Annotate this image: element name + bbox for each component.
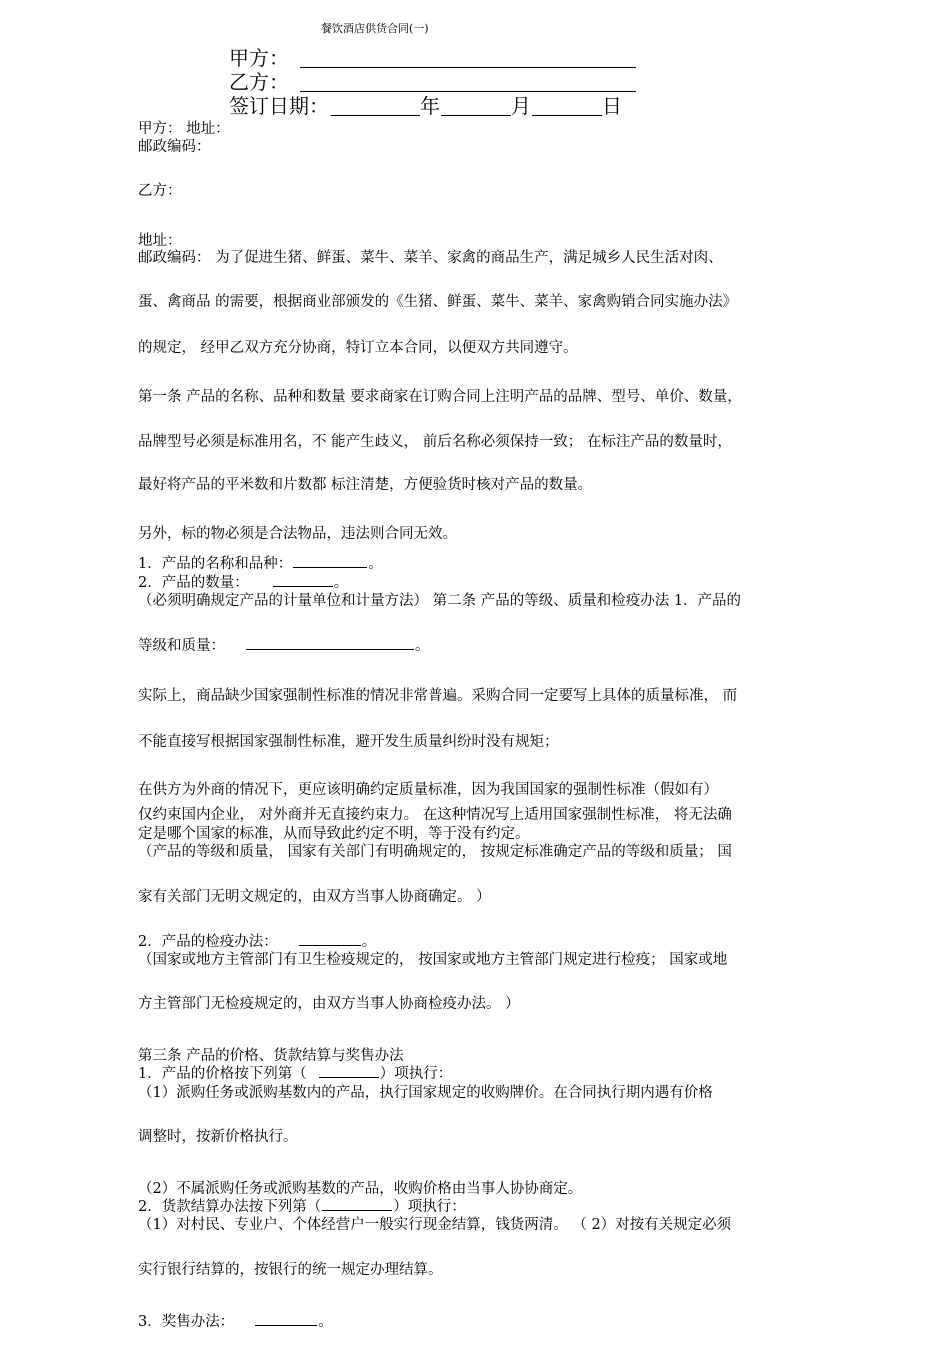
article-3-heading: 第三条 产品的价格、货款结算与奖售办法 [138,1048,404,1064]
paragraph-line: 实行银行结算的，按银行的统一规定办理结算。 [138,1262,443,1278]
product-quantity-line [138,574,348,592]
paragraph-line: 方主管部门无检疫规定的，由双方当事人协商检疫办法。 ） [138,996,520,1012]
paragraph-line: 调整时，按新价格执行。 [138,1129,298,1145]
period: 。 [368,556,383,572]
party-b-blank [300,91,636,92]
party-a-blank [300,67,636,68]
bonus-blank [255,1324,317,1326]
year-blank [331,115,420,116]
quarantine-line [138,933,376,951]
period: 。 [333,575,349,591]
paragraph-line: 的规定， 经甲乙双方充分协商，特订立本合同，以便双方共同遵守。 [138,340,578,356]
paragraph-line: 最好将产品的平米数和片数都 标注清楚，方便验货时核对产品的数量。 [138,477,593,493]
paragraph-line: （国家或地方主管部门有卫生检疫规定的， 按国家或地方主管部门规定进行检疫； 国家或地 [138,952,728,968]
product-quantity-blank [273,585,333,587]
party-b-line: 乙方： [138,183,182,199]
month-blank [441,115,511,116]
party-a-address: 甲方： 地址： [138,121,230,137]
article-2-heading: （必须明确规定产品的计量单位和计量方法） 第二条 产品的等级、质量和检疫办法 1．产品的 [138,593,742,609]
year-label: 年 [420,94,440,118]
product-name-line [138,555,383,573]
period: 。 [318,1314,333,1330]
product-name-blank [293,566,367,568]
payment-suffix: ）项执行： [393,1199,466,1215]
month-label: 月 [511,94,531,118]
price-line [138,1065,452,1083]
grade-quality-label: 等级和质量： [138,638,225,654]
payment-line [138,1198,466,1216]
paragraph-line: 定是哪个国家的标准，从而导致此约定不明，等于没有约定。 [138,826,530,842]
sign-date-label: 签订日期： [229,94,329,118]
paragraph-line: 不能直接写根据国家强制性标准，避开发生质量纠纷时没有规矩； [138,734,559,750]
grade-quality-line [138,637,430,655]
paragraph-line: 仅约束国内企业， 对外商并无直接约束力。 在这种情况写上适用国家强制性标准， 将无法确 [138,807,732,823]
day-blank [532,115,602,116]
payment-label: 2．货款结算办法按下列第（ [138,1199,322,1215]
quarantine-blank [299,944,361,946]
price-blank [319,1076,379,1078]
party-a-postcode: 邮政编码： [138,139,211,155]
paragraph-line: （2）不属派购任务或派购基数的产品，收购价格由当事人协协商定。 [138,1181,583,1197]
paragraph-line: 另外，标的物必须是合法物品，违法则合同无效。 [138,526,457,542]
paragraph-line: （产品的等级和质量， 国家有关部门有明确规定的， 按规定标准确定产品的等级和质量； 国 [138,844,732,860]
paragraph-line: 实际上，商品缺少国家强制性标准的情况非常普遍。采购合同一定要写上具体的质量标准， 而 [138,688,738,704]
product-quantity-label: 2．产品的数量： [138,575,249,591]
paragraph-line: 品牌型号必须是标准用名，不 能产生歧义， 前后名称必须保持一致； 在标注产品的数量时， [138,434,732,450]
period: 。 [415,638,430,654]
paragraph-line: 邮政编码： 为了促进生猪、鲜蛋、菜牛、菜羊、家禽的商品生产，满足城乡人民生活对肉、 [138,250,723,266]
paragraph-line: 蛋、禽商品 的需要，根据商业部颁发的《生猪、鲜蛋、菜牛、菜羊、家禽购销合同实施办法》 [138,294,738,310]
bonus-label: 3．奖售办法： [138,1314,235,1330]
party-a-label: 甲方： [229,46,289,70]
quarantine-label: 2．产品的检疫办法： [138,934,278,950]
paragraph-line: 在供方为外商的情况下，更应该明确约定质量标准，因为我国国家的强制性标准（假如有） [138,782,718,798]
payment-blank [322,1209,392,1211]
bonus-line [138,1313,333,1331]
period: 。 [361,934,377,950]
paragraph-line: （1）派购任务或派购基数内的产品，执行国家规定的收购牌价。在合同执行期内遇有价格 [138,1085,713,1101]
price-label: 1．产品的价格按下列第（ [138,1066,307,1082]
price-suffix: ）项执行： [379,1066,453,1082]
product-name-label: 1．产品的名称和品种： [138,556,293,572]
party-b-address: 地址： [138,233,182,249]
page-header: 餐饮酒店供货合同(一) [321,22,429,35]
paragraph-line: （1）对村民、专业户、个体经营户一般实行现金结算，钱货两清。 （ 2）对按有关规定必须 [138,1217,732,1233]
party-b-label: 乙方： [229,70,289,94]
paragraph-line: 家有关部门无明文规定的，由双方当事人协商确定。 ） [138,889,491,905]
day-label: 日 [602,94,622,118]
grade-quality-blank [246,648,414,650]
article-1-heading: 第一条 产品的名称、品种和数量 要求商家在订购合同上注明产品的品牌、型号、单价、数量， [138,389,742,405]
